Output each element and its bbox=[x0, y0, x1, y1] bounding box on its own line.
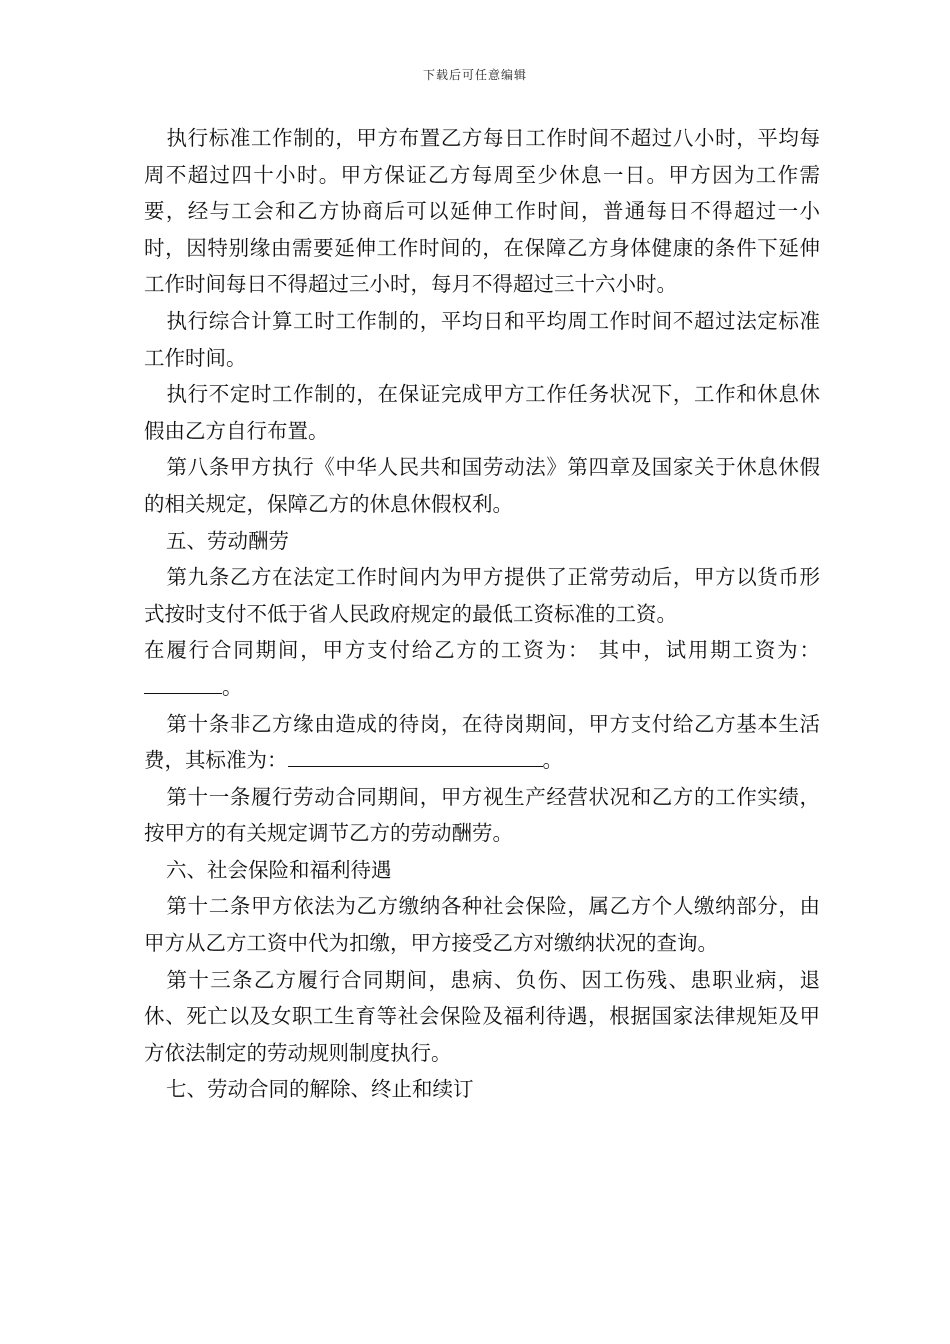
section-heading-6: 六、社会保险和福利待遇 bbox=[166, 857, 392, 882]
paragraph-wage-terms bbox=[144, 632, 820, 705]
paragraph-article-13: 第十三条乙方履行合同期间，患病、负伤、因工伤残、患职业病，退休、死亡以及女职工生育等社会保险及福利待遇，根据国家法律规矩及甲方依法制定的劳动规则制度执行。 bbox=[144, 967, 820, 1065]
wage-terms-end: 。 bbox=[222, 674, 243, 699]
document-body bbox=[144, 120, 820, 1108]
paragraph-article-11: 第十一条履行劳动合同期间，甲方视生产经营状况和乙方的工作实绩，按甲方的有关规定调节乙方的劳动酬劳。 bbox=[144, 784, 820, 846]
paragraph-article-8: 第八条甲方执行《中华人民共和国劳动法》第四章及国家关于休息休假的相关规定，保障乙方的休息休假权利。 bbox=[144, 455, 820, 516]
paragraph-article-12: 第十二条甲方依法为乙方缴纳各种社会保险，属乙方个人缴纳部分，由甲方从乙方工资中代为扣缴，甲方接受乙方对缴纳状况的查询。 bbox=[144, 894, 820, 956]
paragraph-article-10 bbox=[144, 706, 820, 779]
wage-terms-text: 在履行合同期间，甲方支付给乙方的工资为： 其中，试用期工资为： bbox=[144, 638, 820, 663]
probation-wage-blank[interactable] bbox=[144, 671, 222, 694]
living-allowance-blank[interactable] bbox=[288, 745, 543, 768]
article-10-end: 。 bbox=[542, 748, 563, 773]
article-10-text: 第十条非乙方缘由造成的待岗，在待岗期间，甲方支付给乙方基本生活费，其标准为： bbox=[144, 711, 820, 773]
paragraph-comprehensive-hours: 执行综合计算工时工作制的，平均日和平均周工作时间不超过法定标准工作时间。 bbox=[144, 308, 820, 370]
header-note: 下载后可任意编辑 bbox=[422, 68, 527, 82]
section-heading-7: 七、劳动合同的解除、终止和续订 bbox=[166, 1077, 474, 1102]
paragraph-standard-working-hours: 执行标准工作制的，甲方布置乙方每日工作时间不超过八小时，平均每周不超过四十小时。甲方保证乙方每周至少休息一日。甲方因为工作需要，经与工会和乙方协商后可以延伸工作时间，普通每日不得超过一小时，因特别缘由需要延伸工作时间的，在保障乙方身体健康的条件下延伸工作时间每日不得超过三小时，每月不得超过三十六小时。 bbox=[144, 126, 820, 297]
paragraph-article-9: 第九条乙方在法定工作时间内为甲方提供了正常劳动后，甲方以货币形式按时支付不低于省人民政府规定的最低工资标准的工资。 bbox=[144, 565, 820, 626]
section-heading-5: 五、劳动酬劳 bbox=[166, 528, 289, 553]
paragraph-flexible-hours: 执行不定时工作制的，在保证完成甲方工作任务状况下，工作和休息休假由乙方自行布置。 bbox=[144, 382, 820, 443]
